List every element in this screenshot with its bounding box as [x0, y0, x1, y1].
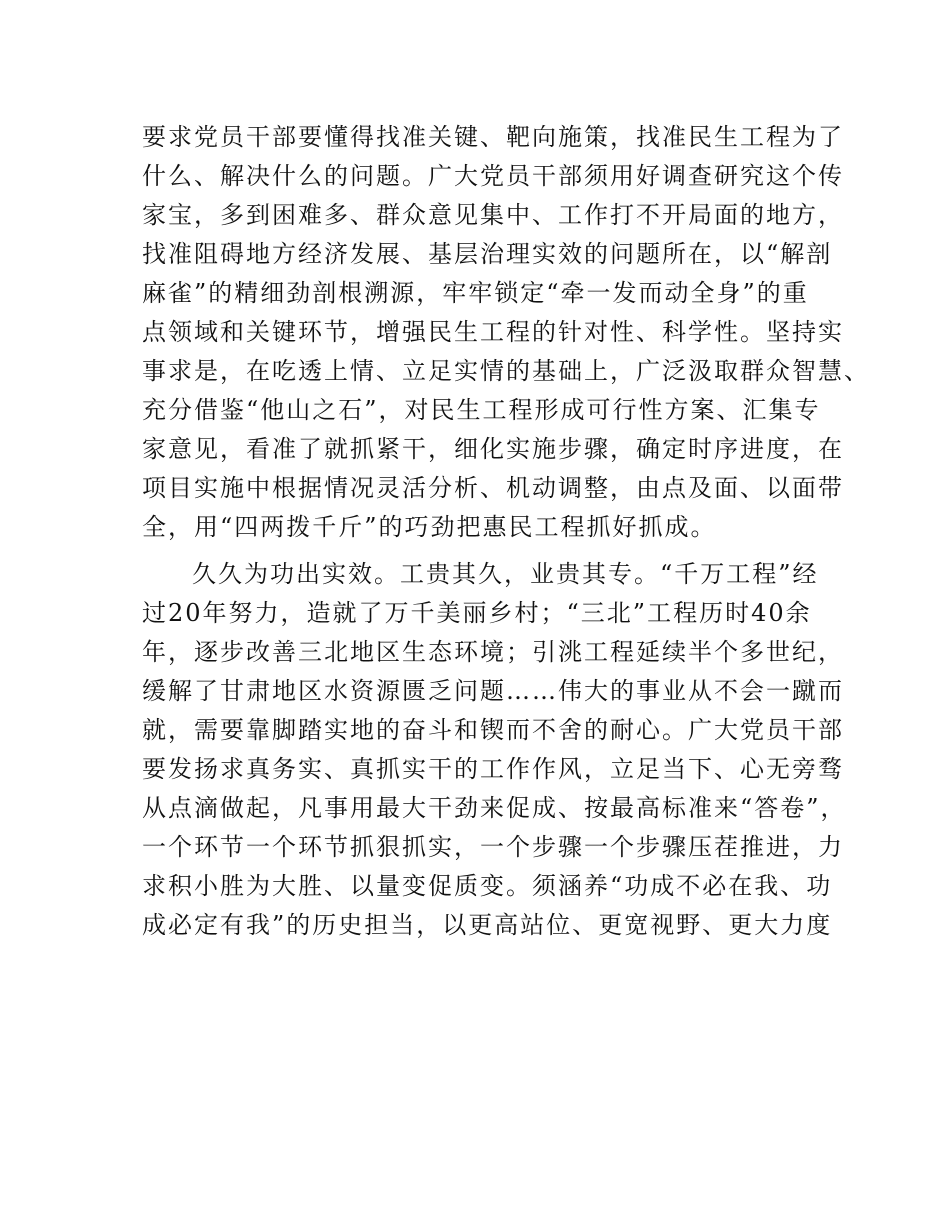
text-line: 久久为功出实效。工贵其久，业贵其专。“千万工程”经: [192, 560, 819, 588]
text-line: 就，需要靠脚踏实地的奋斗和锲而不舍的耐心。广大党员干部: [142, 716, 844, 744]
text-line: 全，用“四两拨千斤”的巧劲把惠民工程抓好抓成。: [142, 513, 717, 541]
text-line: 要发扬求真务实、真抓实干的工作作风，立足当下、心无旁骛: [142, 755, 844, 783]
text-line: 点领域和关键环节，增强民生工程的针对性、科学性。坚持实: [142, 318, 844, 346]
text-line: 缓解了甘肃地区水资源匮乏问题……伟大的事业从不会一蹴而: [142, 677, 844, 705]
text-line: 年，逐步改善三北地区生态环境；引洮工程延续半个多世纪，: [142, 638, 844, 666]
text-line: 成必定有我”的历史担当，以更高站位、更宽视野、更大力度: [142, 911, 833, 939]
text-line: 过20年努力，造就了万千美丽乡村；“三北”工程历时40余: [142, 599, 812, 627]
text-line: 什么、解决什么的问题。广大党员干部须用好调查研究这个传: [142, 162, 844, 190]
text-line: 充分借鉴“他山之石”，对民生工程形成可行性方案、汇集专: [142, 396, 821, 424]
text-line: [142, 945, 822, 984]
text-line: 从点滴做起，凡事用最大干劲来促成、按最高标准来“答卷”，: [142, 794, 847, 822]
document-body: [142, 118, 870, 984]
text-line: 要求党员干部要懂得找准关键、靶向施策，找准民生工程为了: [142, 123, 844, 151]
text-line: 事求是，在吃透上情、立足实情的基础上，广泛汲取群众智慧、: [142, 357, 870, 385]
paragraph-2: [142, 555, 847, 984]
text-line: 家宝，多到困难多、群众意见集中、工作打不开局面的地方，: [142, 201, 844, 229]
text-line: 求积小胜为大胜、以量变促质变。须涵养“功成不必在我、功: [142, 872, 833, 900]
text-line: 家意见，看准了就抓紧干，细化实施步骤，确定时序进度，在: [142, 435, 844, 463]
text-line: 一个环节一个环节抓狠抓实，一个步骤一个步骤压茬推进，力: [142, 833, 844, 861]
text-line: 麻雀”的精细劲剖根溯源，牢牢锁定“牵一发而动全身”的重: [142, 279, 809, 307]
text-line: 项目实施中根据情况灵活分析、机动调整，由点及面、以面带: [142, 474, 844, 502]
text-line: 找准阻碍地方经济发展、基层治理实效的问题所在，以“解剖: [142, 240, 833, 268]
paragraph-1: [142, 118, 870, 547]
